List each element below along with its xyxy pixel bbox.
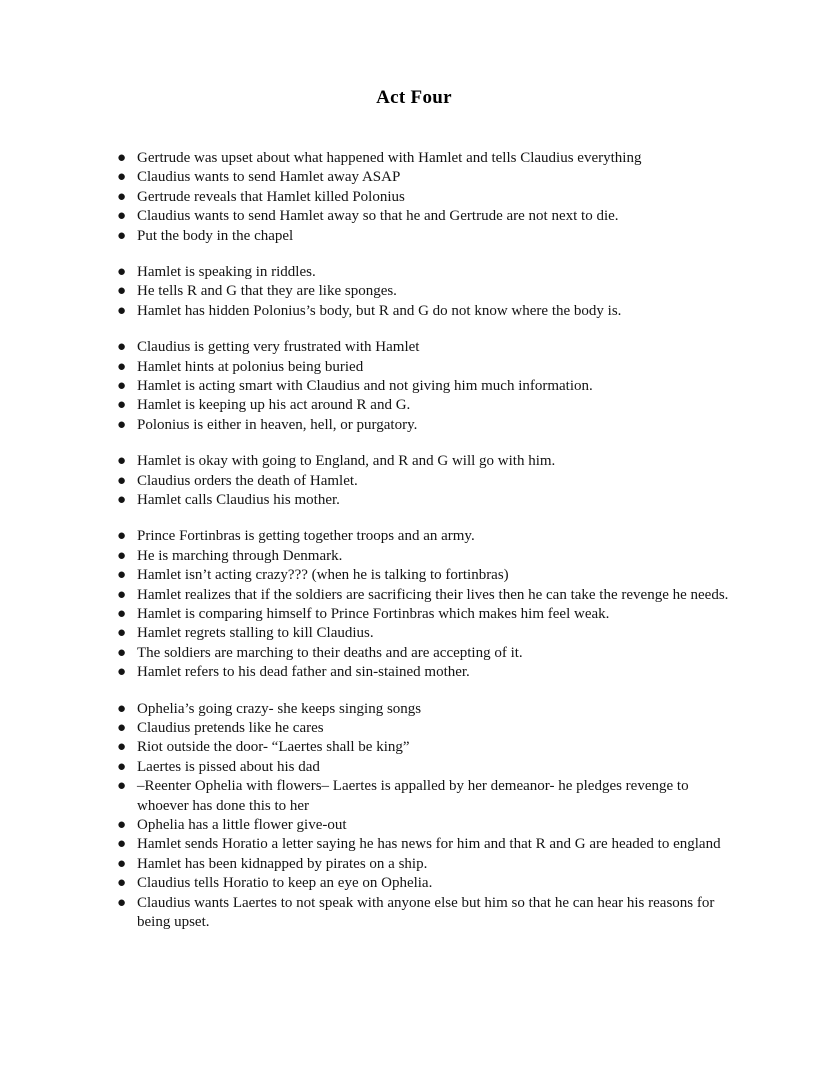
bullet-dot-icon: ● xyxy=(117,377,127,394)
list-item-text: Hamlet has been kidnapped by pirates on a ship. xyxy=(137,855,428,872)
list-item xyxy=(113,338,733,357)
list-item-text: Prince Fortinbras is getting together troops and an army. xyxy=(137,528,475,545)
bullet-dot-icon: ● xyxy=(117,472,127,489)
list-item-text: Gertrude was upset about what happened with Hamlet and tells Claudius everything xyxy=(137,149,642,166)
list-item-text: –Reenter Ophelia with flowers– Laertes is appalled by her demeanor- he pledges revenge to whoever has done this to her xyxy=(137,778,689,814)
bullet-dot-icon: ● xyxy=(117,227,127,244)
list-item-text: Ophelia’s going crazy- she keeps singing songs xyxy=(137,700,422,717)
list-item-text: Put the body in the chapel xyxy=(137,227,294,244)
list-item-text: Gertrude reveals that Hamlet killed Polonius xyxy=(137,188,405,205)
bullet-dot-icon: ● xyxy=(117,491,127,508)
bullet-dot-icon: ● xyxy=(117,720,127,737)
list-item-text: Claudius wants Laertes to not speak with anyone else but him so that he can hear his reasons for being upset. xyxy=(137,894,715,931)
bullet-dot-icon: ● xyxy=(117,208,127,225)
list-item-text: He tells R and G that they are like sponges. xyxy=(137,283,397,300)
list-item xyxy=(113,874,733,893)
list-item xyxy=(113,624,733,643)
bullet-dot-icon: ● xyxy=(117,586,127,603)
list-item xyxy=(113,396,733,415)
bullet-dot-icon: ● xyxy=(117,416,127,433)
list-item-text: Hamlet sends Horatio a letter saying he has news for him and that R and G are headed to england xyxy=(137,836,721,853)
list-item xyxy=(113,358,733,377)
bullet-dot-icon: ● xyxy=(117,547,127,564)
list-item-text: He is marching through Denmark. xyxy=(137,547,343,564)
bullet-dot-icon: ● xyxy=(117,397,127,414)
list-item-text: The soldiers are marching to their deaths and are accepting of it. xyxy=(137,644,523,661)
bullet-dot-icon: ● xyxy=(117,778,127,795)
bullet-dot-icon: ● xyxy=(117,149,127,166)
list-item xyxy=(113,855,733,874)
list-item-text: Hamlet realizes that if the soldiers are sacrificing their lives then he can take the revenge he needs. xyxy=(137,586,729,603)
bullet-dot-icon: ● xyxy=(117,169,127,186)
list-item-text: Hamlet refers to his dead father and sin-stained mother. xyxy=(137,664,470,681)
list-item-text: Laertes is pissed about his dad xyxy=(137,758,320,775)
list-item xyxy=(113,472,733,491)
bullet-dot-icon: ● xyxy=(117,817,127,834)
list-item xyxy=(113,416,733,435)
list-item xyxy=(113,835,733,854)
list-item xyxy=(113,758,733,777)
page-title: Act Four xyxy=(376,87,452,108)
list-item-text: Claudius wants to send Hamlet away so that he and Gertrude are not next to die. xyxy=(137,208,619,225)
list-item xyxy=(113,777,733,816)
bullet-dot-icon: ● xyxy=(117,836,127,853)
gertrude-claudius-group xyxy=(113,149,733,246)
bullet-dot-icon: ● xyxy=(117,567,127,584)
hamlet-riddles-group xyxy=(113,263,733,321)
bullet-dot-icon: ● xyxy=(117,664,127,681)
list-item-text: Hamlet is okay with going to England, and R and G will go with him. xyxy=(137,453,556,470)
document-body xyxy=(0,109,828,933)
list-item xyxy=(113,377,733,396)
list-item xyxy=(113,586,733,605)
list-item-text: Claudius orders the death of Hamlet. xyxy=(137,472,358,489)
bullet-dot-icon: ● xyxy=(117,358,127,375)
bullet-dot-icon: ● xyxy=(117,644,127,661)
list-item-text: Claudius wants to send Hamlet away ASAP xyxy=(137,169,401,186)
bullet-dot-icon: ● xyxy=(117,758,127,775)
list-item-text: Claudius pretends like he cares xyxy=(137,720,324,737)
list-item xyxy=(113,149,733,168)
bullet-dot-icon: ● xyxy=(117,283,127,300)
list-item xyxy=(113,207,733,226)
list-item xyxy=(113,302,733,321)
list-item-text: Hamlet is acting smart with Claudius and not giving him much information. xyxy=(137,377,593,394)
bullet-dot-icon: ● xyxy=(117,855,127,872)
bullet-dot-icon: ● xyxy=(117,894,127,911)
bullet-dot-icon: ● xyxy=(117,453,127,470)
list-item-text: Claudius tells Horatio to keep an eye on Ophelia. xyxy=(137,875,433,892)
claudius-frustrated-group xyxy=(113,338,733,435)
list-item xyxy=(113,282,733,301)
list-item-text: Hamlet calls Claudius his mother. xyxy=(137,491,340,508)
list-item xyxy=(113,816,733,835)
list-item-text: Hamlet is speaking in riddles. xyxy=(137,263,316,280)
list-item xyxy=(113,663,733,682)
list-item xyxy=(113,227,733,246)
list-item xyxy=(113,547,733,566)
bullet-dot-icon: ● xyxy=(117,875,127,892)
bullet-dot-icon: ● xyxy=(117,606,127,623)
list-item xyxy=(113,700,733,719)
list-item xyxy=(113,452,733,471)
bullet-dot-icon: ● xyxy=(117,302,127,319)
bullet-dot-icon: ● xyxy=(117,739,127,756)
bullet-dot-icon: ● xyxy=(117,188,127,205)
list-item xyxy=(113,188,733,207)
list-item xyxy=(113,738,733,757)
list-item xyxy=(113,605,733,624)
list-item-text: Hamlet regrets stalling to kill Claudius. xyxy=(137,625,374,642)
bullet-dot-icon: ● xyxy=(117,528,127,545)
list-item-text: Claudius is getting very frustrated with Hamlet xyxy=(137,339,420,356)
bullet-dot-icon: ● xyxy=(117,625,127,642)
list-item-text: Hamlet is comparing himself to Prince Fortinbras which makes him feel weak. xyxy=(137,606,610,623)
list-item-text: Hamlet is keeping up his act around R and G. xyxy=(137,397,411,414)
bullet-dot-icon: ● xyxy=(117,700,127,717)
list-item xyxy=(113,719,733,738)
list-item-text: Hamlet isn’t acting crazy??? (when he is talking to fortinbras) xyxy=(137,567,509,584)
list-item-text: Riot outside the door- “Laertes shall be king” xyxy=(137,739,410,756)
list-item xyxy=(113,263,733,282)
ophelia-laertes-group xyxy=(113,700,733,933)
list-item xyxy=(113,527,733,546)
bullet-dot-icon: ● xyxy=(117,263,127,280)
list-item xyxy=(113,566,733,585)
list-item-text: Ophelia has a little flower give-out xyxy=(137,817,347,834)
list-item xyxy=(113,491,733,510)
england-voyage-group xyxy=(113,452,733,510)
list-item xyxy=(113,894,733,933)
list-item-text: Polonius is either in heaven, hell, or purgatory. xyxy=(137,416,418,433)
bullet-dot-icon: ● xyxy=(117,339,127,356)
list-item-text: Hamlet hints at polonius being buried xyxy=(137,358,364,375)
list-item-text: Hamlet has hidden Polonius’s body, but R and G do not know where the body is. xyxy=(137,302,622,319)
fortinbras-group xyxy=(113,527,733,682)
list-item xyxy=(113,168,733,187)
list-item xyxy=(113,644,733,663)
